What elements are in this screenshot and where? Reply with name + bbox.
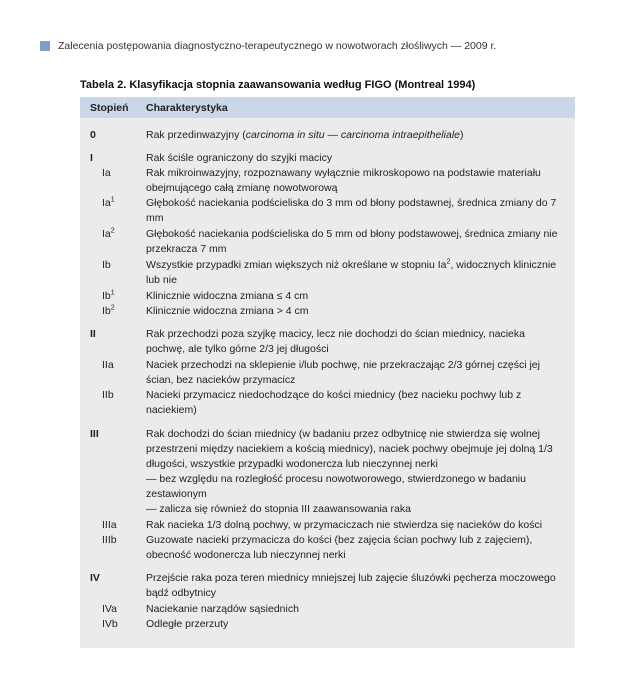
stage-cell: IIIb	[102, 534, 117, 546]
stage-cell: IIIa	[102, 519, 117, 531]
stage-cell: I	[90, 152, 93, 164]
description-cell: Rak nacieka 1/3 dolną pochwy, w przymaciczach nie stwierdza się nacieków do kości	[146, 519, 543, 531]
description-cell: Klinicznie widoczna zmiana ≤ 4 cm	[146, 290, 309, 302]
description-cell: Wszystkie przypadki zmian większych niż określane w stopniu Ia$^2$, widocznych klinicznie lub nie	[146, 258, 557, 286]
figo-table	[80, 97, 575, 648]
stage-cell: IV	[90, 572, 100, 584]
description-cell: Rak mikroinwazyjny, rozpoznawany wyłącznie mikroskopowo na podstawie materiału obejmującego całą zmianę nowotworową	[146, 167, 541, 194]
description-cell: Rak przedinwazyjny (carcinoma in situ — carcinoma intraepitheliale)	[146, 129, 464, 141]
column-header-stage: Stopień	[90, 101, 129, 114]
description-cell: Odległe przerzuty	[146, 618, 229, 630]
description-cell: Rak ściśle ograniczony do szyjki macicy	[146, 152, 333, 164]
description-cell: Rak dochodzi do ścian miednicy (w badaniu przez odbytnicę nie stwierdza się wolnej przestrzeni między naciekiem a kością miednicy), naciek pochwy obejmuje jej dolną 1/3 długości, wszystkie przypadki wodonercza lub nieczynnej nerki — bez względu na rozległość procesu nowotworowego, stwierdzonego w badaniu zestawionym — zalicza się również do stopnia III zaawansowania raka	[146, 428, 553, 515]
stage-cell: Ib$^1$	[102, 289, 115, 302]
description-cell: Głębokość naciekania podścieliska do 3 mm od błony podstawnej, średnica zmiany do 7 mm	[146, 197, 557, 224]
stage-cell: IVa	[102, 603, 117, 615]
page-header	[40, 40, 496, 52]
description-cell: Naciekanie narządów sąsiednich	[146, 603, 299, 615]
description-cell: Przejście raka poza teren miednicy mniejszej lub zajęcie śluzówki pęcherza moczowego bądź odbytnicy	[146, 572, 556, 599]
table-caption: Tabela 2. Klasyfikacja stopnia zaawansowania według FIGO (Montreal 1994)	[80, 79, 476, 91]
description-cell: Głębokość naciekania podścieliska do 5 mm od błony podstawowej, średnica zmiany nie przekracza 7 mm	[146, 228, 558, 255]
stage-cell: IIb	[102, 389, 114, 401]
stage-cell: IVb	[102, 618, 118, 630]
stage-cell: IIa	[102, 359, 114, 371]
stage-cell: III	[90, 428, 99, 440]
description-cell: Guzowate nacieki przymacicza do kości (bez zajęcia ścian pochwy lub z zajęciem), obecność wodonercza lub nieczynnej nerki	[146, 534, 533, 561]
column-header-description: Charakterystyka	[146, 101, 228, 114]
stage-cell: Ia	[102, 167, 111, 179]
stage-cell: Ia$^2$	[102, 227, 115, 240]
header-title: Zalecenia postępowania diagnostyczno-terapeutycznego w nowotworach złośliwych — 2009 r.	[58, 40, 497, 52]
stage-cell: 0	[90, 129, 96, 141]
description-cell: Nacieki przymacicz niedochodzące do kości miednicy (bez nacieku pochwy lub z naciekiem)	[146, 389, 522, 416]
description-cell: Klinicznie widoczna zmiana > 4 cm	[146, 305, 309, 317]
stage-cell: Ia$^1$	[102, 196, 115, 209]
table-header-row	[80, 97, 575, 118]
description-cell: Rak przechodzi poza szyjkę macicy, lecz nie dochodzi do ścian miednicy, nacieka pochwę, ale tylko górne 2/3 jej długości	[146, 328, 525, 355]
header-square-marker	[40, 41, 50, 51]
description-cell: Naciek przechodzi na sklepienie i/lub pochwę, nie przekraczając 2/3 górnej części jej ścian, bez nacieków przymacicz	[146, 359, 540, 386]
stage-cell: II	[90, 328, 96, 340]
stage-cell: Ib$^2$	[102, 304, 115, 317]
stage-cell: Ib	[102, 259, 111, 271]
